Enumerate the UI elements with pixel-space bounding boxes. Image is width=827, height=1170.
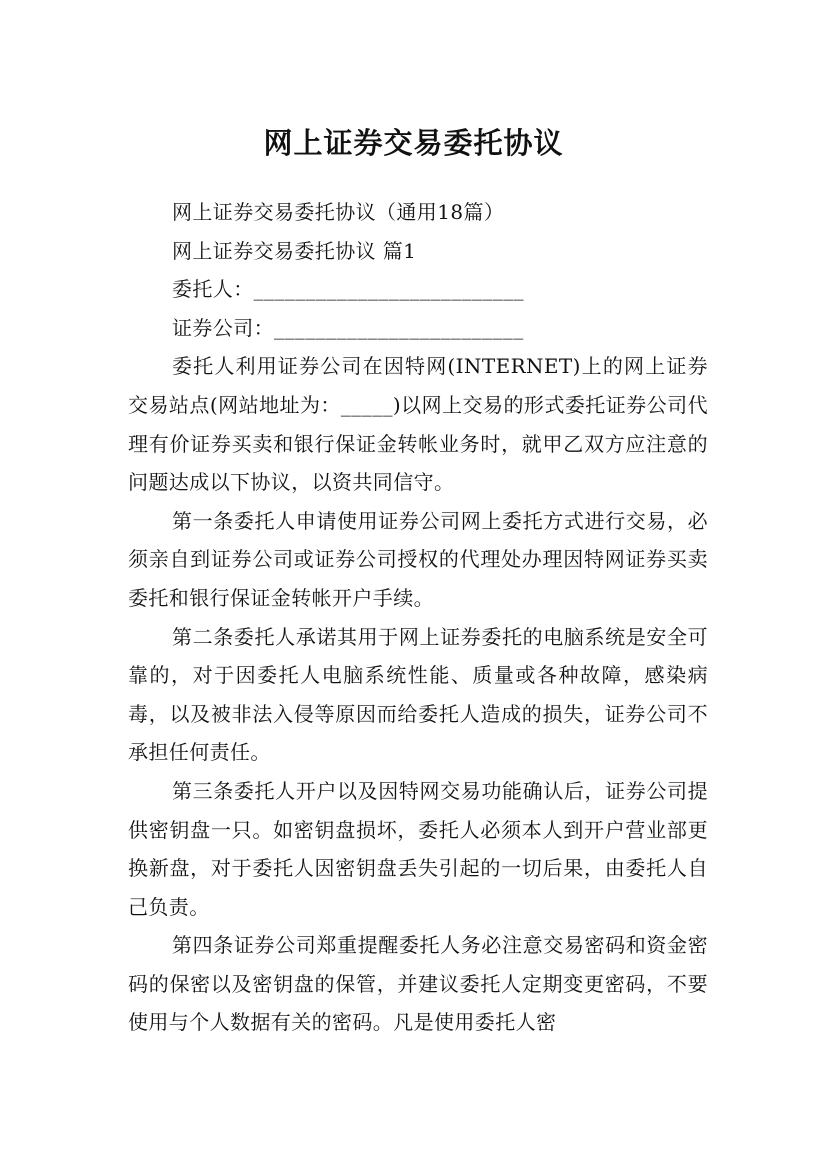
article-1-paragraph: 第一条委托人申请使用证券公司网上委托方式进行交易，必须亲自到证券公司或证券公司授权的代理处办理因特网证券买卖委托和银行保证金转帐开户手续。 xyxy=(128,508,708,610)
article-4-paragraph: 第四条证券公司郑重提醒委托人务必注意交易密码和资金密码的保密以及密钥盘的保管，并建议委托人定期变更密码，不要使用与个人数据有关的密码。凡是使用委托人密 xyxy=(128,933,708,1035)
intro-paragraph: 委托人利用证券公司在因特网(INTERNET)上的网上证券交易站点(网站地址为：_____)以网上交易的形式委托证券公司代理有价证券买卖和银行保证金转帐业务时，就甲乙双方应注意的问题达成以下协议，以资共同信守。 xyxy=(128,354,708,495)
part-heading: 网上证券交易委托协议 篇1 xyxy=(172,238,417,263)
article-3-paragraph: 第三条委托人开户以及因特网交易功能确认后，证券公司提供密钥盘一只。如密钥盘损坏，委托人必须本人到开户营业部更换新盘，对于委托人因密钥盘丢失引起的一切后果，由委托人自己负责。 xyxy=(128,778,708,919)
document-body xyxy=(128,193,708,1042)
document-subtitle: 网上证券交易委托协议（通用18篇） xyxy=(172,200,505,224)
principal-line: 委托人：__________________________ xyxy=(172,277,524,302)
broker-line: 证券公司：________________________ xyxy=(172,315,524,340)
article-2-paragraph: 第二条委托人承诺其用于网上证券委托的电脑系统是安全可靠的，对于因委托人电脑系统性能、质量或各种故障，感染病毒，以及被非法入侵等原因而给委托人造成的损失，证券公司不承担任何责任。 xyxy=(128,624,708,765)
document-title: 网上证券交易委托协议 xyxy=(263,126,564,161)
